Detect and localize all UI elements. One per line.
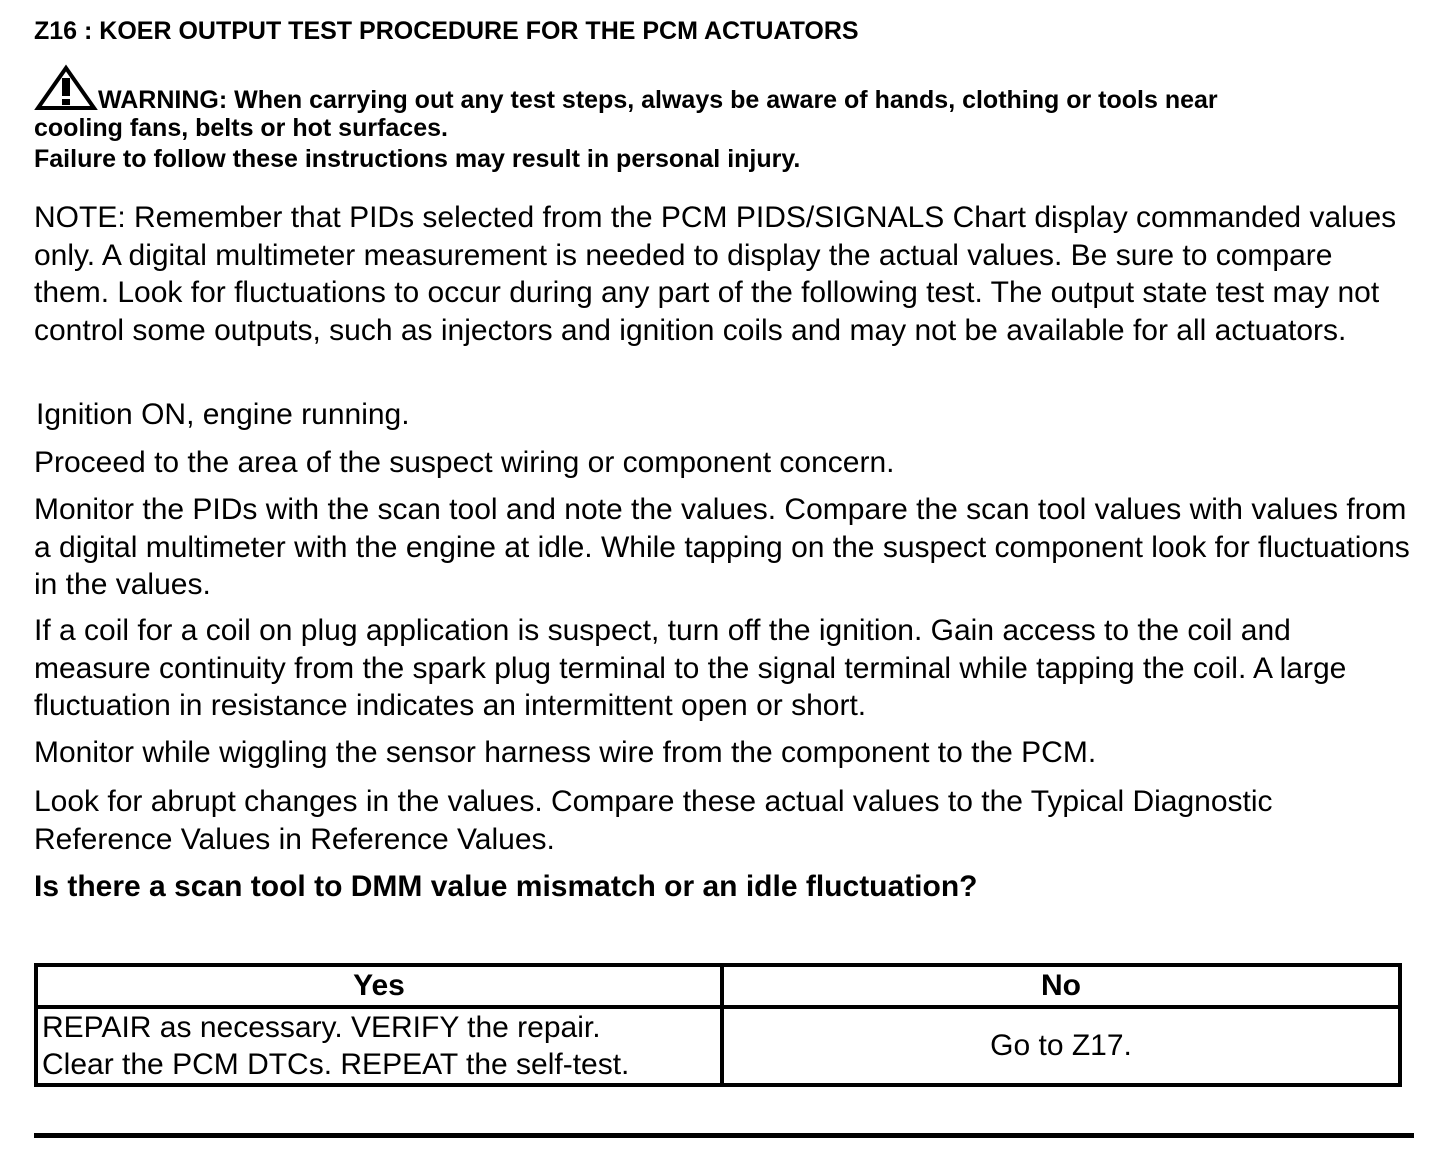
yes-header: Yes (36, 965, 722, 1007)
decision-action-row (36, 1007, 1400, 1085)
yes-action-line2: Clear the PCM DTCs. REPEAT the self-test. (42, 1048, 630, 1081)
no-action-cell: Go to Z17. (722, 1007, 1400, 1085)
step-proceed-to-area: Proceed to the area of the suspect wiring or component concern. (34, 446, 895, 479)
bottom-divider (34, 1133, 1414, 1138)
note-paragraph: NOTE: Remember that PIDs selected from the PCM PIDS/SIGNALS Chart display commanded values only. A digital multimeter measurement is needed to display the actual values. Be sure to compare them. Look for fluctuations to occur during any part of the following test. The output state test may not control some outputs, such as injectors and ignition coils and may not be available for all actuators. (34, 201, 1397, 347)
step-abrupt-changes: Look for abrupt changes in the values. Compare these actual values to the Typical Diagnostic Reference Values in Reference Values. (34, 785, 1273, 856)
warning-text-line2: cooling fans, belts or hot surfaces. (34, 114, 448, 142)
warning-first-line (34, 64, 1414, 116)
no-header: No (722, 965, 1400, 1007)
yes-action-cell (36, 1007, 722, 1085)
warning-text-line3: Failure to follow these instructions may result in personal injury. (34, 145, 801, 173)
decision-question: Is there a scan tool to DMM value mismatch or an idle fluctuation? (34, 870, 978, 903)
step-coil-on-plug: If a coil for a coil on plug application is suspect, turn off the ignition. Gain access to the coil and measure continuity from the spark plug terminal to the signal terminal while tapping the coil. A large fluctuation in resistance indicates an intermittent open or short. (34, 614, 1347, 722)
decision-header-row (36, 965, 1400, 1007)
warning-block (34, 64, 1414, 175)
step-wiggle-harness: Monitor while wiggling the sensor harness wire from the component to the PCM. (34, 736, 1097, 769)
procedure-title: Z16 : KOER OUTPUT TEST PROCEDURE FOR THE PCM ACTUATORS (34, 17, 859, 45)
yes-action-line1: REPAIR as necessary. VERIFY the repair. (42, 1011, 601, 1044)
step-monitor-pids: Monitor the PIDs with the scan tool and note the values. Compare the scan tool values with values from a digital multimeter with the engine at idle. While tapping on the suspect component look for fluctuations in the values. (34, 493, 1410, 601)
warning-triangle-icon (34, 64, 98, 112)
decision-table (34, 963, 1402, 1087)
step-ignition-on: Ignition ON, engine running. (36, 398, 410, 431)
warning-text-line1: WARNING: When carrying out any test steps, always be aware of hands, clothing or tools near (98, 86, 1218, 114)
